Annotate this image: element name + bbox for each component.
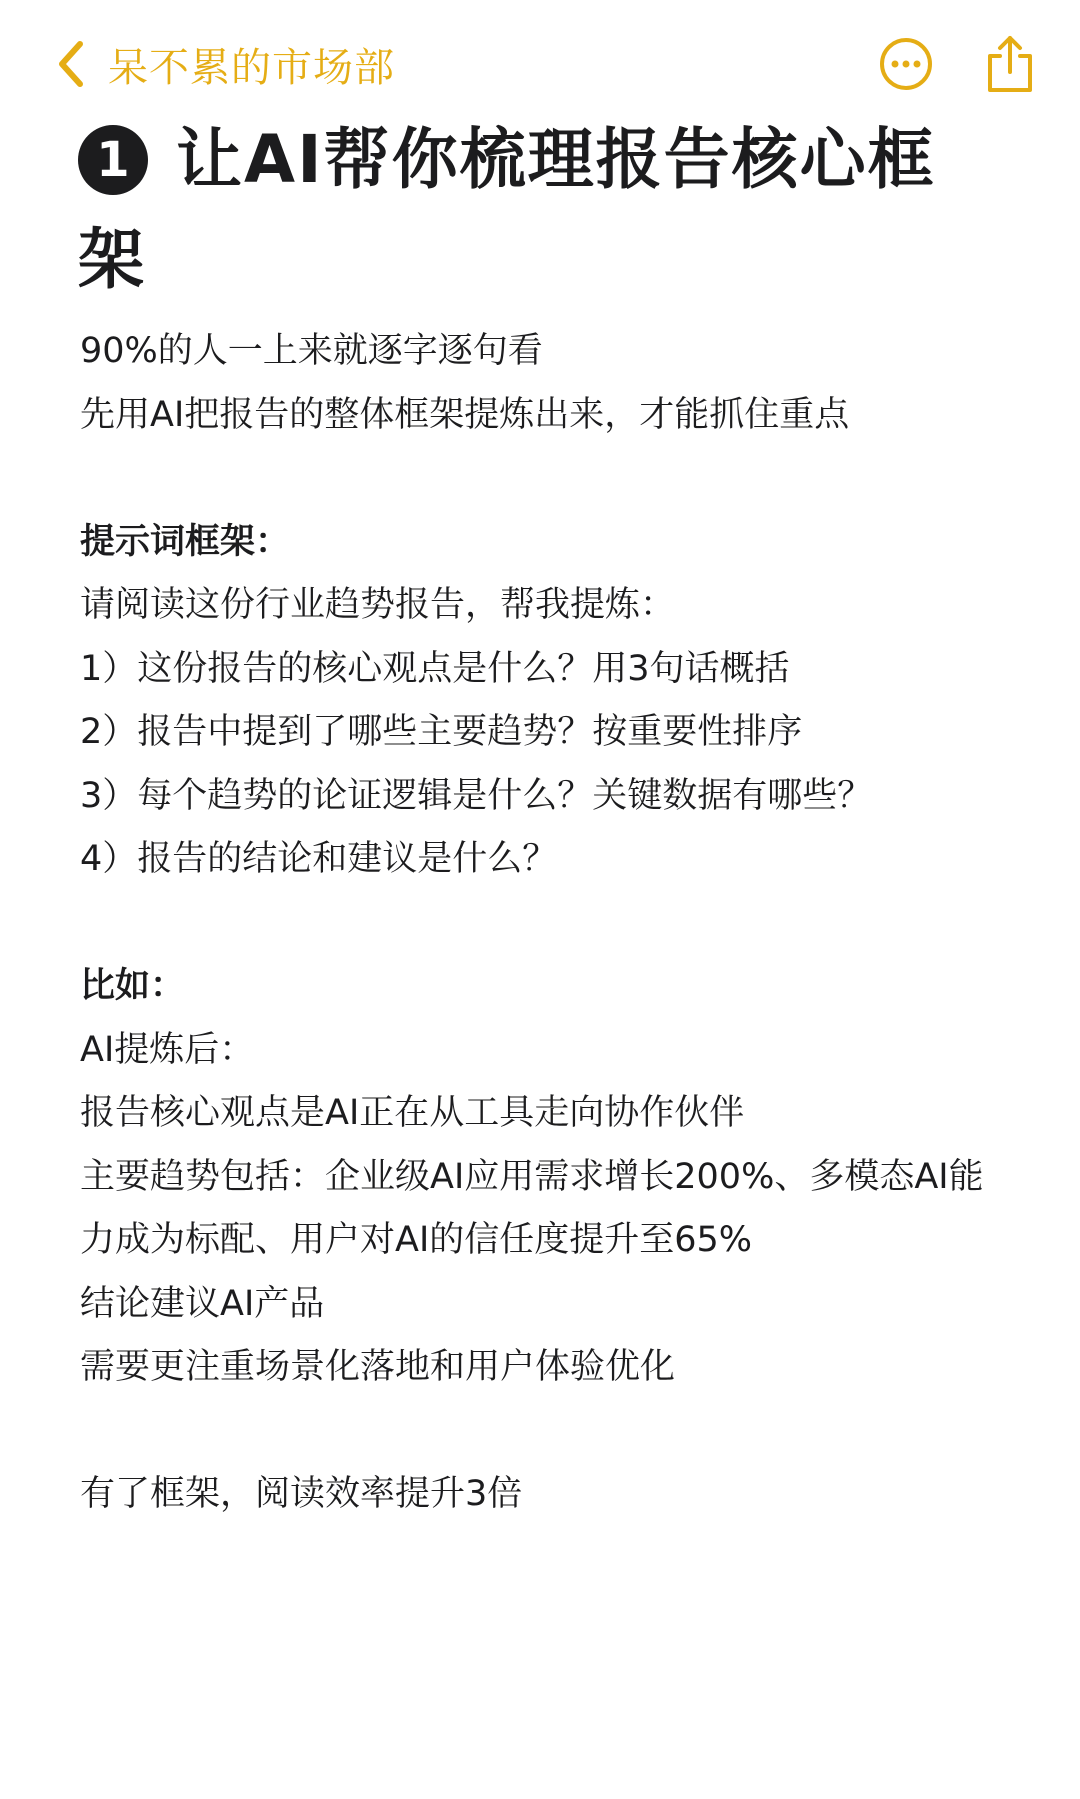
title-text: 让AI帮你梳理报告核心框架 [78,121,936,298]
example-conclusion-1: 结论建议AI产品 [80,1283,325,1324]
share-icon [984,32,1036,96]
intro-line-2: 先用AI把报告的整体框架提炼出来，才能抓住重点 [80,394,850,435]
prompt-heading: 提示词框架： [80,521,291,562]
intro-line-1: 90%的人一上来就逐字逐句看 [80,331,543,371]
step-number-badge: 1 [78,125,148,195]
prompt-item: 1）这份报告的核心观点是什么？用3句话概括 [80,648,790,689]
chevron-left-icon [56,39,86,89]
back-label: 呆不累的市场部 [108,44,395,91]
example-lead: AI提炼后： [80,1029,255,1070]
back-button[interactable] [56,36,395,92]
navigation-bar [0,0,1080,120]
note-title [78,110,978,310]
spacer [80,892,1020,956]
prompt-item: 4）报告的结论和建议是什么？ [80,839,558,879]
more-options-button[interactable] [878,36,934,92]
closing-line: 有了框架，阅读效率提升3倍 [80,1474,523,1514]
example-conclusion-2: 需要更注重场景化落地和用户体验优化 [80,1347,676,1387]
more-icon [878,36,934,92]
prompt-item: 3）每个趋势的论证逻辑是什么？关键数据有哪些？ [80,775,873,816]
prompt-item: 2）报告中提到了哪些主要趋势？按重要性排序 [80,712,803,752]
example-trends: 主要趋势包括：企业级AI应用需求增长200%、多模态AI能力成为标配、用户对AI的信任度提升至65% [80,1156,984,1260]
example-core-point: 报告核心观点是AI正在从工具走向协作伙伴 [80,1093,745,1133]
share-button[interactable] [984,32,1036,96]
note-body [80,320,1020,1527]
spacer [80,447,1020,511]
spacer [80,1400,1020,1464]
example-heading: 比如： [80,966,186,1006]
prompt-lead: 请阅读这份行业趋势报告，帮我提炼： [80,585,676,625]
